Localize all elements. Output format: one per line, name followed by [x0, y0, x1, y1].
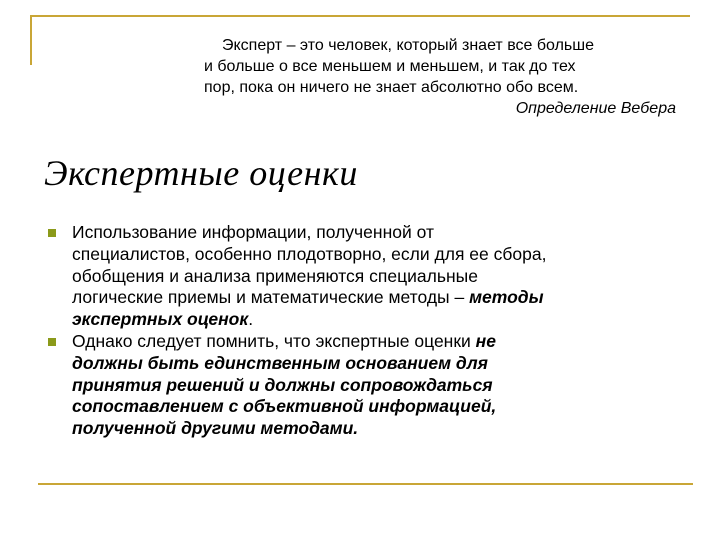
epigraph-line: Эксперт – это человек, который знает все больше: [222, 37, 594, 54]
list-item: [46, 331, 686, 440]
bullet-text: логические приемы и математические методы –: [72, 287, 470, 308]
emphasized-text: методы: [469, 287, 544, 308]
emphasized-text: должны быть единственным основанием для: [72, 352, 488, 373]
bullet-text-line: обобщения и анализа применяются специальные: [72, 265, 478, 286]
square-bullet-icon: [48, 229, 56, 237]
emphasized-text: принятия решений и должны сопровождаться: [72, 374, 493, 395]
bullet-text-line: [72, 309, 686, 331]
list-item: [46, 222, 686, 331]
square-bullet-icon: [48, 338, 56, 346]
epigraph-attribution: Определение Вебера: [515, 100, 676, 117]
bullet-list: [46, 222, 686, 440]
emphasized-text: полученной другими методами.: [72, 418, 359, 439]
emphasized-text: экспертных оценок: [72, 309, 249, 330]
frame-top-rule: [30, 15, 690, 17]
epigraph: [196, 35, 678, 119]
bullet-text-line: Использование информации, полученной от: [72, 222, 434, 242]
frame-left-rule: [30, 15, 32, 65]
bullet-text: .: [248, 309, 254, 330]
epigraph-line: и больше о все меньшем и меньшем, и так до тех: [204, 58, 576, 75]
bullet-text-line: [72, 287, 686, 309]
bullet-text-line: [72, 331, 686, 353]
epigraph-line: пор, пока он ничего не знает абсолютно обо всем.: [204, 79, 579, 96]
emphasized-text: сопоставлением с объективной информацией,: [72, 396, 497, 417]
slide-title: Экспертные оценки: [44, 153, 358, 193]
emphasized-text: не: [475, 330, 496, 351]
bullet-text-line: специалистов, особенно плодотворно, если для ее сбора,: [72, 243, 547, 264]
bullet-text: Однако следует помнить, что экспертные оценки: [72, 330, 476, 351]
frame-bottom-rule: [38, 483, 693, 485]
